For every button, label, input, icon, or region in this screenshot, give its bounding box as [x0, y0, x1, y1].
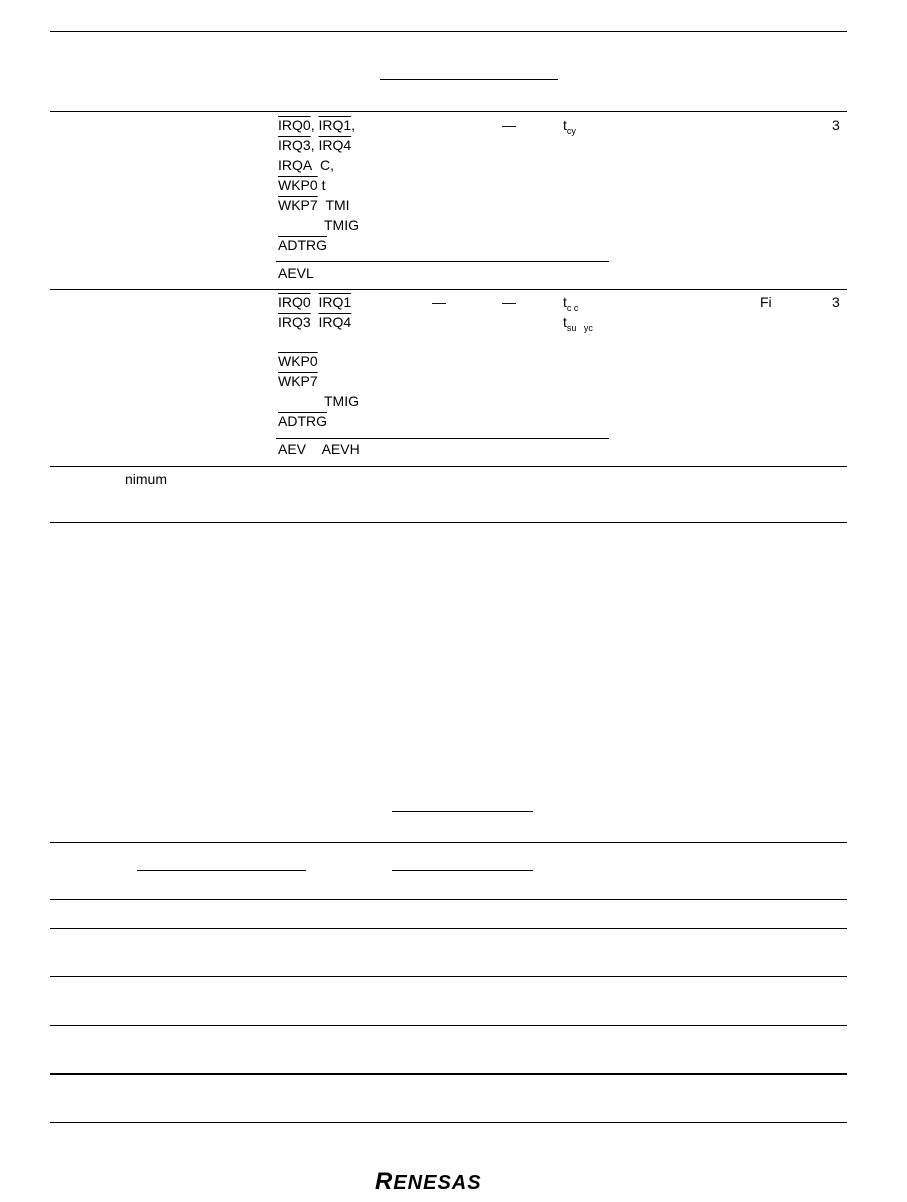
row1-unit-sub: cy — [566, 126, 576, 136]
row2-unit1 — [563, 294, 578, 312]
row2-unit1-sub: c c — [566, 303, 579, 313]
table1-header-underline — [380, 79, 558, 80]
row1-pins-line7 — [278, 237, 327, 253]
pin-tmi: TMI — [325, 197, 350, 213]
table2-row-rule-2 — [50, 976, 847, 977]
row2-pins-line5 — [278, 373, 318, 389]
table2-row-rule-3 — [50, 1025, 847, 1026]
table2-row-rule-4 — [50, 1073, 847, 1075]
row2-pins2 — [278, 441, 360, 457]
row2-note: 3 — [832, 294, 840, 310]
pin-wkp0: WKP0 — [278, 177, 318, 193]
pin-adtrg: ADTRG — [278, 237, 327, 253]
row1-pins-line4 — [278, 177, 325, 193]
pin-wkp0: WKP0 — [278, 353, 318, 369]
pin-irq4: IRQ4 — [318, 314, 352, 330]
row2-subrule — [276, 438, 609, 439]
table2-row-rule-1 — [50, 928, 847, 929]
row2-fig-ref: Fi — [760, 294, 772, 310]
row1-unit — [563, 117, 576, 135]
row1-unit-main: t — [563, 117, 567, 133]
table1-top-rule — [50, 111, 847, 112]
row2-pins-line7 — [278, 413, 327, 429]
row1-typ: — — [502, 117, 516, 133]
renesas-logo — [375, 1168, 482, 1196]
pin-irqa: IRQA — [278, 157, 313, 173]
pin-irq3: IRQ3 — [278, 314, 311, 330]
pin-irq1: IRQ1 — [318, 294, 352, 310]
row2-unit1-main: t — [563, 294, 567, 310]
row1-pins-line3: IRQA C, — [278, 157, 335, 173]
pin-fragment-t: t — [321, 177, 326, 193]
row-divider-2 — [50, 466, 847, 467]
pin-irq4: IRQ4 — [318, 137, 352, 153]
pin-irq3: IRQ3 — [278, 137, 311, 153]
renesas-logo-rest: ENESAS — [393, 1172, 482, 1194]
pin-wkp7: WKP7 — [278, 197, 318, 213]
row3-label: nimum — [125, 471, 168, 487]
row1-pins2: AEVL — [278, 265, 314, 281]
row1-pins-line2: IRQ3, IRQ4 — [278, 137, 352, 153]
table2-bottom-rule — [50, 1122, 847, 1123]
row1-pins-line1: IRQ0, IRQ1, — [278, 117, 356, 133]
row2-pins-line1 — [278, 294, 351, 310]
row2-pins-line2 — [278, 314, 351, 330]
row1-subrule — [276, 261, 609, 262]
pin-aevh: AEVH — [321, 441, 360, 457]
pin-tmig: TMIG — [324, 393, 359, 409]
row2-typ: — — [502, 294, 516, 310]
row2-min: — — [432, 294, 446, 310]
row2-unit2 — [563, 314, 593, 332]
pin-aev: AEV — [278, 441, 307, 457]
pin-adtrg: ADTRG — [278, 413, 327, 429]
pin-irq1: IRQ1 — [318, 117, 352, 133]
row1-pins-line5 — [278, 197, 350, 213]
table1-bottom-rule — [50, 522, 847, 523]
row2-pins-line4 — [278, 353, 318, 369]
renesas-logo-initial: R — [375, 1168, 394, 1195]
table2-title-underline — [392, 811, 533, 812]
pin-wkp7: WKP7 — [278, 373, 318, 389]
row1-note: 3 — [832, 117, 840, 133]
pin-irq0: IRQ0 — [278, 294, 311, 310]
pin-fragment-c: C — [320, 157, 331, 173]
table2-header-underline-left — [137, 870, 306, 871]
row2-unit2-main: t — [563, 314, 567, 330]
table2-top-rule — [50, 842, 847, 843]
row1-pins-line6 — [324, 217, 359, 233]
pin-tmig: TMIG — [324, 217, 359, 233]
table2-header-rule — [50, 899, 847, 900]
pin-irq0: IRQ0 — [278, 117, 311, 133]
row-divider-1 — [50, 289, 847, 290]
row2-unit2-sub: su yc — [566, 323, 593, 333]
row2-pins-line6 — [324, 393, 359, 409]
page-top-rule — [50, 31, 847, 32]
table2-header-underline-right — [392, 870, 533, 871]
